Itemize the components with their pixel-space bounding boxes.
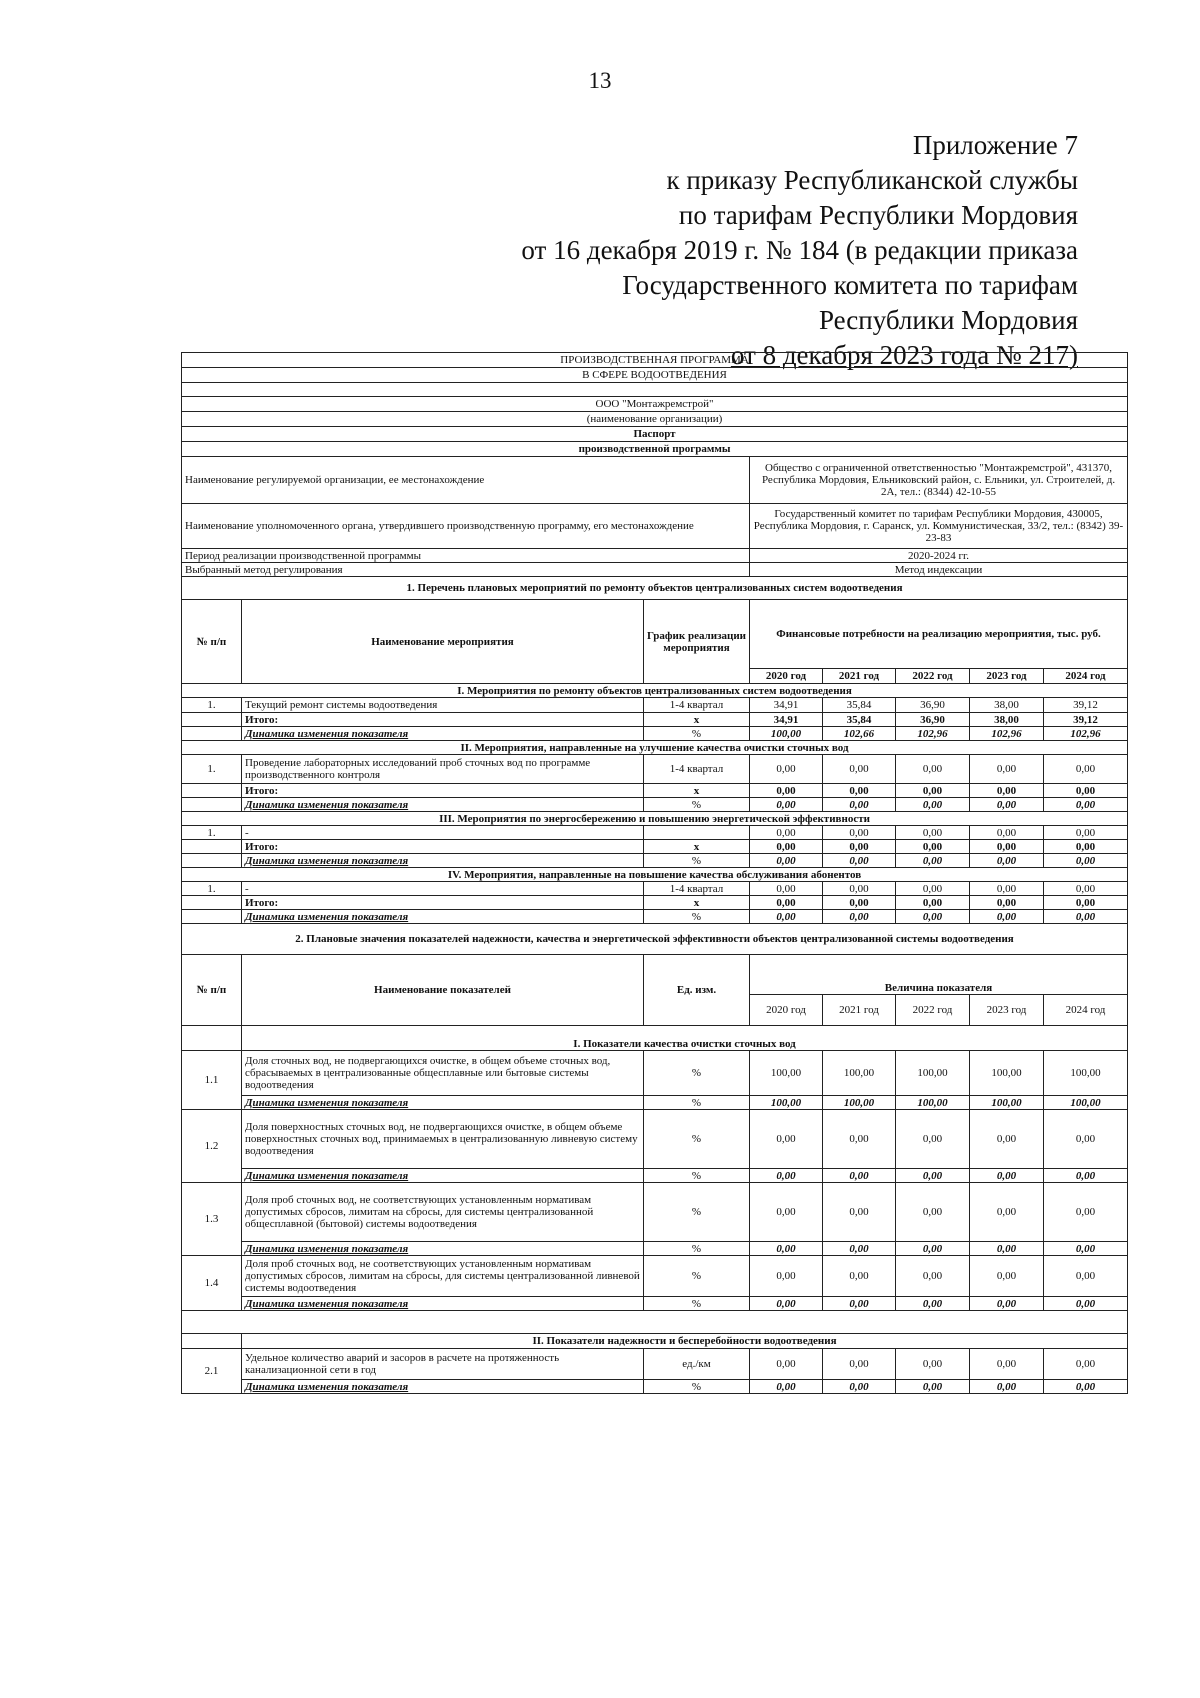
passport-label: Наименование регулируемой организации, ее местонахождение [182,457,750,504]
dynamics-value: 0,00 [896,1242,970,1256]
dynamics-unit: % [644,1169,750,1183]
dynamics-value: 0,00 [1044,854,1128,868]
year-header: 2023 год [970,995,1044,1026]
indicator-name: Доля поверхностных сточных вод, не подвергающихся очистке, в общем объеме поверхностных сточных вод, принимаемых в централизованную ливневую систему водоотведения [242,1110,644,1169]
item-number: 1. [182,826,242,840]
total-value: 0,00 [823,840,896,854]
value-cell: 0,00 [1044,1349,1128,1380]
table-cell [182,1026,242,1051]
item-number: 1. [182,698,242,713]
table-row [182,368,1128,383]
table-row [182,924,1128,955]
total-value: 0,00 [750,896,823,910]
table-row [182,577,1128,600]
table-row [182,1242,1128,1256]
value-cell: 0,00 [970,1256,1044,1297]
indicator-number: 1.4 [182,1256,242,1311]
total-value: 0,00 [1044,840,1128,854]
indicator-unit: % [644,1183,750,1242]
table-row [182,442,1128,457]
passport-label: Наименование уполномоченного органа, утвердившего производственную программу, его местонахождение [182,504,750,549]
table-row [182,1026,1128,1051]
table-row [182,1051,1128,1096]
dynamics-value: 0,00 [750,854,823,868]
dynamics-value: 102,96 [970,727,1044,741]
value-cell: 0,00 [1044,1256,1128,1297]
value-cell: 0,00 [970,826,1044,840]
dynamics-value: 0,00 [823,854,896,868]
dynamics-value: 0,00 [896,910,970,924]
dynamics-value: 0,00 [823,1380,896,1394]
dynamics-label: Динамика изменения показателя [242,1297,644,1311]
table-row [182,1349,1128,1380]
item-schedule [644,826,750,840]
dynamics-value: 0,00 [970,798,1044,812]
indicator-number: 1.3 [182,1183,242,1256]
value-cell: 35,84 [823,698,896,713]
dynamics-unit: % [644,910,750,924]
table-cell [182,727,242,741]
passport-label: Период реализации производственной программы [182,549,750,563]
dynamics-unit: % [644,798,750,812]
item-number: 1. [182,882,242,896]
table-row [182,741,1128,755]
value-cell: 0,00 [896,1256,970,1297]
dynamics-value: 0,00 [750,1297,823,1311]
table-row [182,882,1128,896]
value-cell: 0,00 [750,755,823,784]
dynamics-value: 0,00 [970,910,1044,924]
dynamics-value: 102,96 [896,727,970,741]
dynamics-value: 0,00 [1044,798,1128,812]
value-cell: 0,00 [823,1256,896,1297]
table-row [182,457,1128,504]
passport-label: Выбранный метод регулирования [182,563,750,577]
dynamics-value: 0,00 [823,1297,896,1311]
total-value: 0,00 [896,840,970,854]
table-cell [182,854,242,868]
indicator-name: Доля проб сточных вод, не соответствующих установленным нормативам допустимых сбросов, лимитам на сбросы, для системы централизованной ливневой системы водоотведения [242,1256,644,1297]
group-title: III. Мероприятия по энергосбережению и повышению энергетической эффективности [182,812,1128,826]
table-cell [182,910,242,924]
dynamics-value: 0,00 [1044,910,1128,924]
total-value: 35,84 [823,713,896,727]
total-value: 39,12 [1044,713,1128,727]
dynamics-value: 0,00 [750,1380,823,1394]
total-unit: х [644,713,750,727]
dynamics-value: 0,00 [970,1380,1044,1394]
dynamics-value: 0,00 [750,910,823,924]
appendix-line: от 16 декабря 2019 г. № 184 (в редакции приказа [521,235,1078,265]
dynamics-value: 100,00 [1044,1096,1128,1110]
value-cell: 0,00 [970,1183,1044,1242]
appendix-line: Республики Мордовия [818,305,1078,335]
value-cell: 0,00 [823,1183,896,1242]
dynamics-label: Динамика изменения показателя [242,1096,644,1110]
appendix-line: от 8 декабря 2023 года № 217) [730,340,1078,370]
column-header: Ед. изм. [644,955,750,1026]
total-label: Итого: [242,840,644,854]
table-body [182,353,1128,1394]
item-name: - [242,882,644,896]
table-row [182,1311,1128,1334]
table-row [182,684,1128,698]
group-title: II. Мероприятия, направленные на улучшение качества очистки сточных вод [182,741,1128,755]
appendix-line: по тарифам Республики Мордовия [678,200,1078,230]
group-title: I. Мероприятия по ремонту объектов централизованных систем водоотведения [182,684,1128,698]
table-row [182,727,1128,741]
value-cell: 0,00 [750,1183,823,1242]
dynamics-value: 0,00 [750,1242,823,1256]
value-cell: 36,90 [896,698,970,713]
program-title: ПРОИЗВОДСТВЕННАЯ ПРОГРАММА [182,353,1128,368]
dynamics-value: 100,00 [823,1096,896,1110]
dynamics-unit: % [644,1242,750,1256]
table-cell [182,840,242,854]
value-cell: 0,00 [750,1110,823,1169]
group-title: I. Показатели качества очистки сточных вод [242,1026,1128,1051]
dynamics-value: 100,00 [750,1096,823,1110]
dynamics-value: 0,00 [1044,1380,1128,1394]
value-cell: 0,00 [750,826,823,840]
total-unit: х [644,784,750,798]
passport-value: Метод индексации [750,563,1128,577]
value-cell: 0,00 [970,882,1044,896]
dynamics-unit: % [644,1297,750,1311]
table-row [182,397,1128,412]
total-value: 0,00 [1044,896,1128,910]
value-cell: 0,00 [1044,882,1128,896]
dynamics-value: 100,00 [896,1096,970,1110]
appendix-line: к приказу Республиканской службы [666,165,1078,195]
table-row [182,784,1128,798]
dynamics-value: 0,00 [970,1297,1044,1311]
table-row [182,412,1128,427]
total-label: Итого: [242,784,644,798]
table-row [182,1380,1128,1394]
total-label: Итого: [242,896,644,910]
total-value: 0,00 [823,784,896,798]
dynamics-label: Динамика изменения показателя [242,798,644,812]
value-cell: 0,00 [896,1110,970,1169]
dynamics-value: 0,00 [823,910,896,924]
indicator-unit: % [644,1256,750,1297]
total-value: 0,00 [823,896,896,910]
table-row [182,549,1128,563]
value-cell: 100,00 [1044,1051,1128,1096]
value-cell: 0,00 [896,882,970,896]
value-cell: 0,00 [823,1110,896,1169]
appendix-header [521,128,1078,373]
dynamics-value: 0,00 [823,1169,896,1183]
dynamics-value: 100,00 [750,727,823,741]
year-header: 2021 год [823,669,896,684]
total-value: 0,00 [970,784,1044,798]
total-value: 0,00 [896,784,970,798]
dynamics-value: 0,00 [750,798,823,812]
dynamics-label: Динамика изменения показателя [242,1169,644,1183]
passport-value: 2020-2024 гг. [750,549,1128,563]
item-name: - [242,826,644,840]
dynamics-value: 0,00 [896,1169,970,1183]
value-cell: 0,00 [970,1349,1044,1380]
dynamics-value: 100,00 [970,1096,1044,1110]
table-row [182,826,1128,840]
item-name: Проведение лабораторных исследований проб сточных вод по программе производственного контроля [242,755,644,784]
dynamics-value: 0,00 [896,798,970,812]
value-cell: 0,00 [896,755,970,784]
dynamics-value: 0,00 [896,1380,970,1394]
organization-name: ООО "Монтажремстрой" [182,397,1128,412]
year-header: 2020 год [750,995,823,1026]
passport-value: Общество с ограниченной ответственностью "Монтажремстрой", 431370, Республика Мордовия, Ельниковский район, с. Ельники, ул. Строителей, д. 2А, тел.: (8344) 42-10-55 [750,457,1128,504]
table-row [182,840,1128,854]
column-header: Наименование показателей [242,955,644,1026]
group-title: II. Показатели надежности и бесперебойности водоотведения [242,1334,1128,1349]
table-row [182,910,1128,924]
total-value: 34,91 [750,713,823,727]
appendix-line: Государственного комитета по тарифам [622,270,1078,300]
dynamics-value: 0,00 [750,1169,823,1183]
table-cell [182,784,242,798]
table-header-row [182,600,1128,669]
indicator-number: 1.2 [182,1110,242,1183]
indicator-unit: % [644,1051,750,1096]
table-row [182,353,1128,368]
section-title: 2. Плановые значения показателей надежности, качества и энергетической эффективности объектов централизованной системы водоотведения [182,924,1128,955]
total-unit: х [644,840,750,854]
table-cell [182,383,1128,397]
total-value: 0,00 [970,840,1044,854]
value-cell: 0,00 [750,1349,823,1380]
value-cell: 0,00 [1044,826,1128,840]
dynamics-label: Динамика изменения показателя [242,727,644,741]
item-name: Текущий ремонт системы водоотведения [242,698,644,713]
total-value: 0,00 [750,784,823,798]
dynamics-label: Динамика изменения показателя [242,1242,644,1256]
table-cell [182,1334,242,1349]
program-subtitle: В СФЕРЕ ВОДООТВЕДЕНИЯ [182,368,1128,383]
value-cell: 0,00 [1044,1110,1128,1169]
indicator-unit: % [644,1110,750,1169]
value-cell: 0,00 [823,1349,896,1380]
table-row [182,868,1128,882]
dynamics-value: 0,00 [1044,1169,1128,1183]
dynamics-value: 0,00 [970,1242,1044,1256]
column-header: Наименование мероприятия [242,600,644,684]
value-cell: 0,00 [823,755,896,784]
value-cell: 0,00 [750,1256,823,1297]
passport-value: Государственный комитет по тарифам Республики Мордовия, 430005, Республика Мордовия, г. Саранск, ул. Коммунистическая, 33/2, тел.: (8342) 39-23-83 [750,504,1128,549]
table-cell [182,1311,1128,1334]
value-cell: 0,00 [750,882,823,896]
value-cell: 0,00 [896,1183,970,1242]
table-row [182,1096,1128,1110]
value-cell: 0,00 [970,1110,1044,1169]
value-cell: 0,00 [970,755,1044,784]
dynamics-value: 0,00 [1044,1297,1128,1311]
dynamics-unit: % [644,1096,750,1110]
year-header: 2022 год [896,669,970,684]
table-cell [182,713,242,727]
table-row [182,1110,1128,1169]
item-schedule: 1-4 квартал [644,882,750,896]
year-header: 2024 год [1044,669,1128,684]
item-number: 1. [182,755,242,784]
item-schedule: 1-4 квартал [644,755,750,784]
table-row [182,1297,1128,1311]
dynamics-value: 0,00 [1044,1242,1128,1256]
value-cell: 0,00 [896,826,970,840]
dynamics-value: 0,00 [823,1242,896,1256]
value-cell: 100,00 [970,1051,1044,1096]
value-cell: 100,00 [896,1051,970,1096]
value-cell: 0,00 [1044,755,1128,784]
indicator-number: 1.1 [182,1051,242,1110]
value-cell: 39,12 [1044,698,1128,713]
column-header: № п/п [182,955,242,1026]
total-value: 38,00 [970,713,1044,727]
table-row [182,798,1128,812]
item-schedule: 1-4 квартал [644,698,750,713]
table-row [182,1183,1128,1242]
column-header: Величина показателя [750,955,1128,995]
table-row [182,755,1128,784]
organization-caption: (наименование организации) [182,412,1128,427]
table-header-row [182,955,1128,995]
table-row [182,812,1128,826]
year-header: 2020 год [750,669,823,684]
dynamics-label: Динамика изменения показателя [242,1380,644,1394]
total-value: 0,00 [896,896,970,910]
table-row [182,1169,1128,1183]
table-row [182,1334,1128,1349]
value-cell: 100,00 [823,1051,896,1096]
year-header: 2023 год [970,669,1044,684]
table-row [182,854,1128,868]
value-cell: 0,00 [823,882,896,896]
table-row [182,563,1128,577]
value-cell: 38,00 [970,698,1044,713]
total-unit: х [644,896,750,910]
table-row [182,713,1128,727]
total-value: 0,00 [750,840,823,854]
table-row [182,383,1128,397]
dynamics-label: Динамика изменения показателя [242,910,644,924]
indicator-number: 2.1 [182,1349,242,1394]
value-cell: 100,00 [750,1051,823,1096]
dynamics-value: 0,00 [970,854,1044,868]
year-header: 2021 год [823,995,896,1026]
dynamics-value: 102,96 [1044,727,1128,741]
table-row [182,896,1128,910]
indicator-name: Удельное количество аварий и засоров в расчете на протяженность канализационной сети в год [242,1349,644,1380]
passport-title: Паспорт [182,427,1128,442]
total-value: 0,00 [970,896,1044,910]
dynamics-label: Динамика изменения показателя [242,854,644,868]
value-cell: 0,00 [896,1349,970,1380]
total-label: Итого: [242,713,644,727]
production-program-table [181,352,1128,1394]
indicator-unit: ед./км [644,1349,750,1380]
value-cell: 0,00 [1044,1183,1128,1242]
year-header: 2022 год [896,995,970,1026]
indicator-name: Доля проб сточных вод, не соответствующих установленным нормативам допустимых сбросов, лимитам на сбросы, для системы централизованной общесплавной (бытовой) системы водоотведения [242,1183,644,1242]
table-row [182,698,1128,713]
year-header: 2024 год [1044,995,1128,1026]
group-title: IV. Мероприятия, направленные на повышение качества обслуживания абонентов [182,868,1128,882]
table-cell [182,798,242,812]
table-row [182,504,1128,549]
dynamics-value: 0,00 [970,1169,1044,1183]
dynamics-value: 0,00 [823,798,896,812]
indicator-name: Доля сточных вод, не подвергающихся очистке, в общем объеме сточных вод, сбрасываемых в централизованные общесплавные или бытовые системы водоотведения [242,1051,644,1096]
column-header: График реализации мероприятия [644,600,750,684]
dynamics-unit: % [644,1380,750,1394]
dynamics-value: 0,00 [896,1297,970,1311]
section-title: 1. Перечень плановых мероприятий по ремонту объектов централизованных систем водоотведения [182,577,1128,600]
passport-subtitle: производственной программы [182,442,1128,457]
value-cell: 0,00 [823,826,896,840]
page-number: 13 [588,68,612,93]
dynamics-unit: % [644,854,750,868]
table-cell [182,896,242,910]
value-cell: 34,91 [750,698,823,713]
dynamics-value: 0,00 [896,854,970,868]
total-value: 36,90 [896,713,970,727]
dynamics-unit: % [644,727,750,741]
table-row [182,1256,1128,1297]
dynamics-value: 102,66 [823,727,896,741]
total-value: 0,00 [1044,784,1128,798]
column-header: № п/п [182,600,242,684]
table-row [182,427,1128,442]
column-header: Финансовые потребности на реализацию мероприятия, тыс. руб. [750,600,1128,669]
appendix-line: Приложение 7 [912,130,1078,160]
